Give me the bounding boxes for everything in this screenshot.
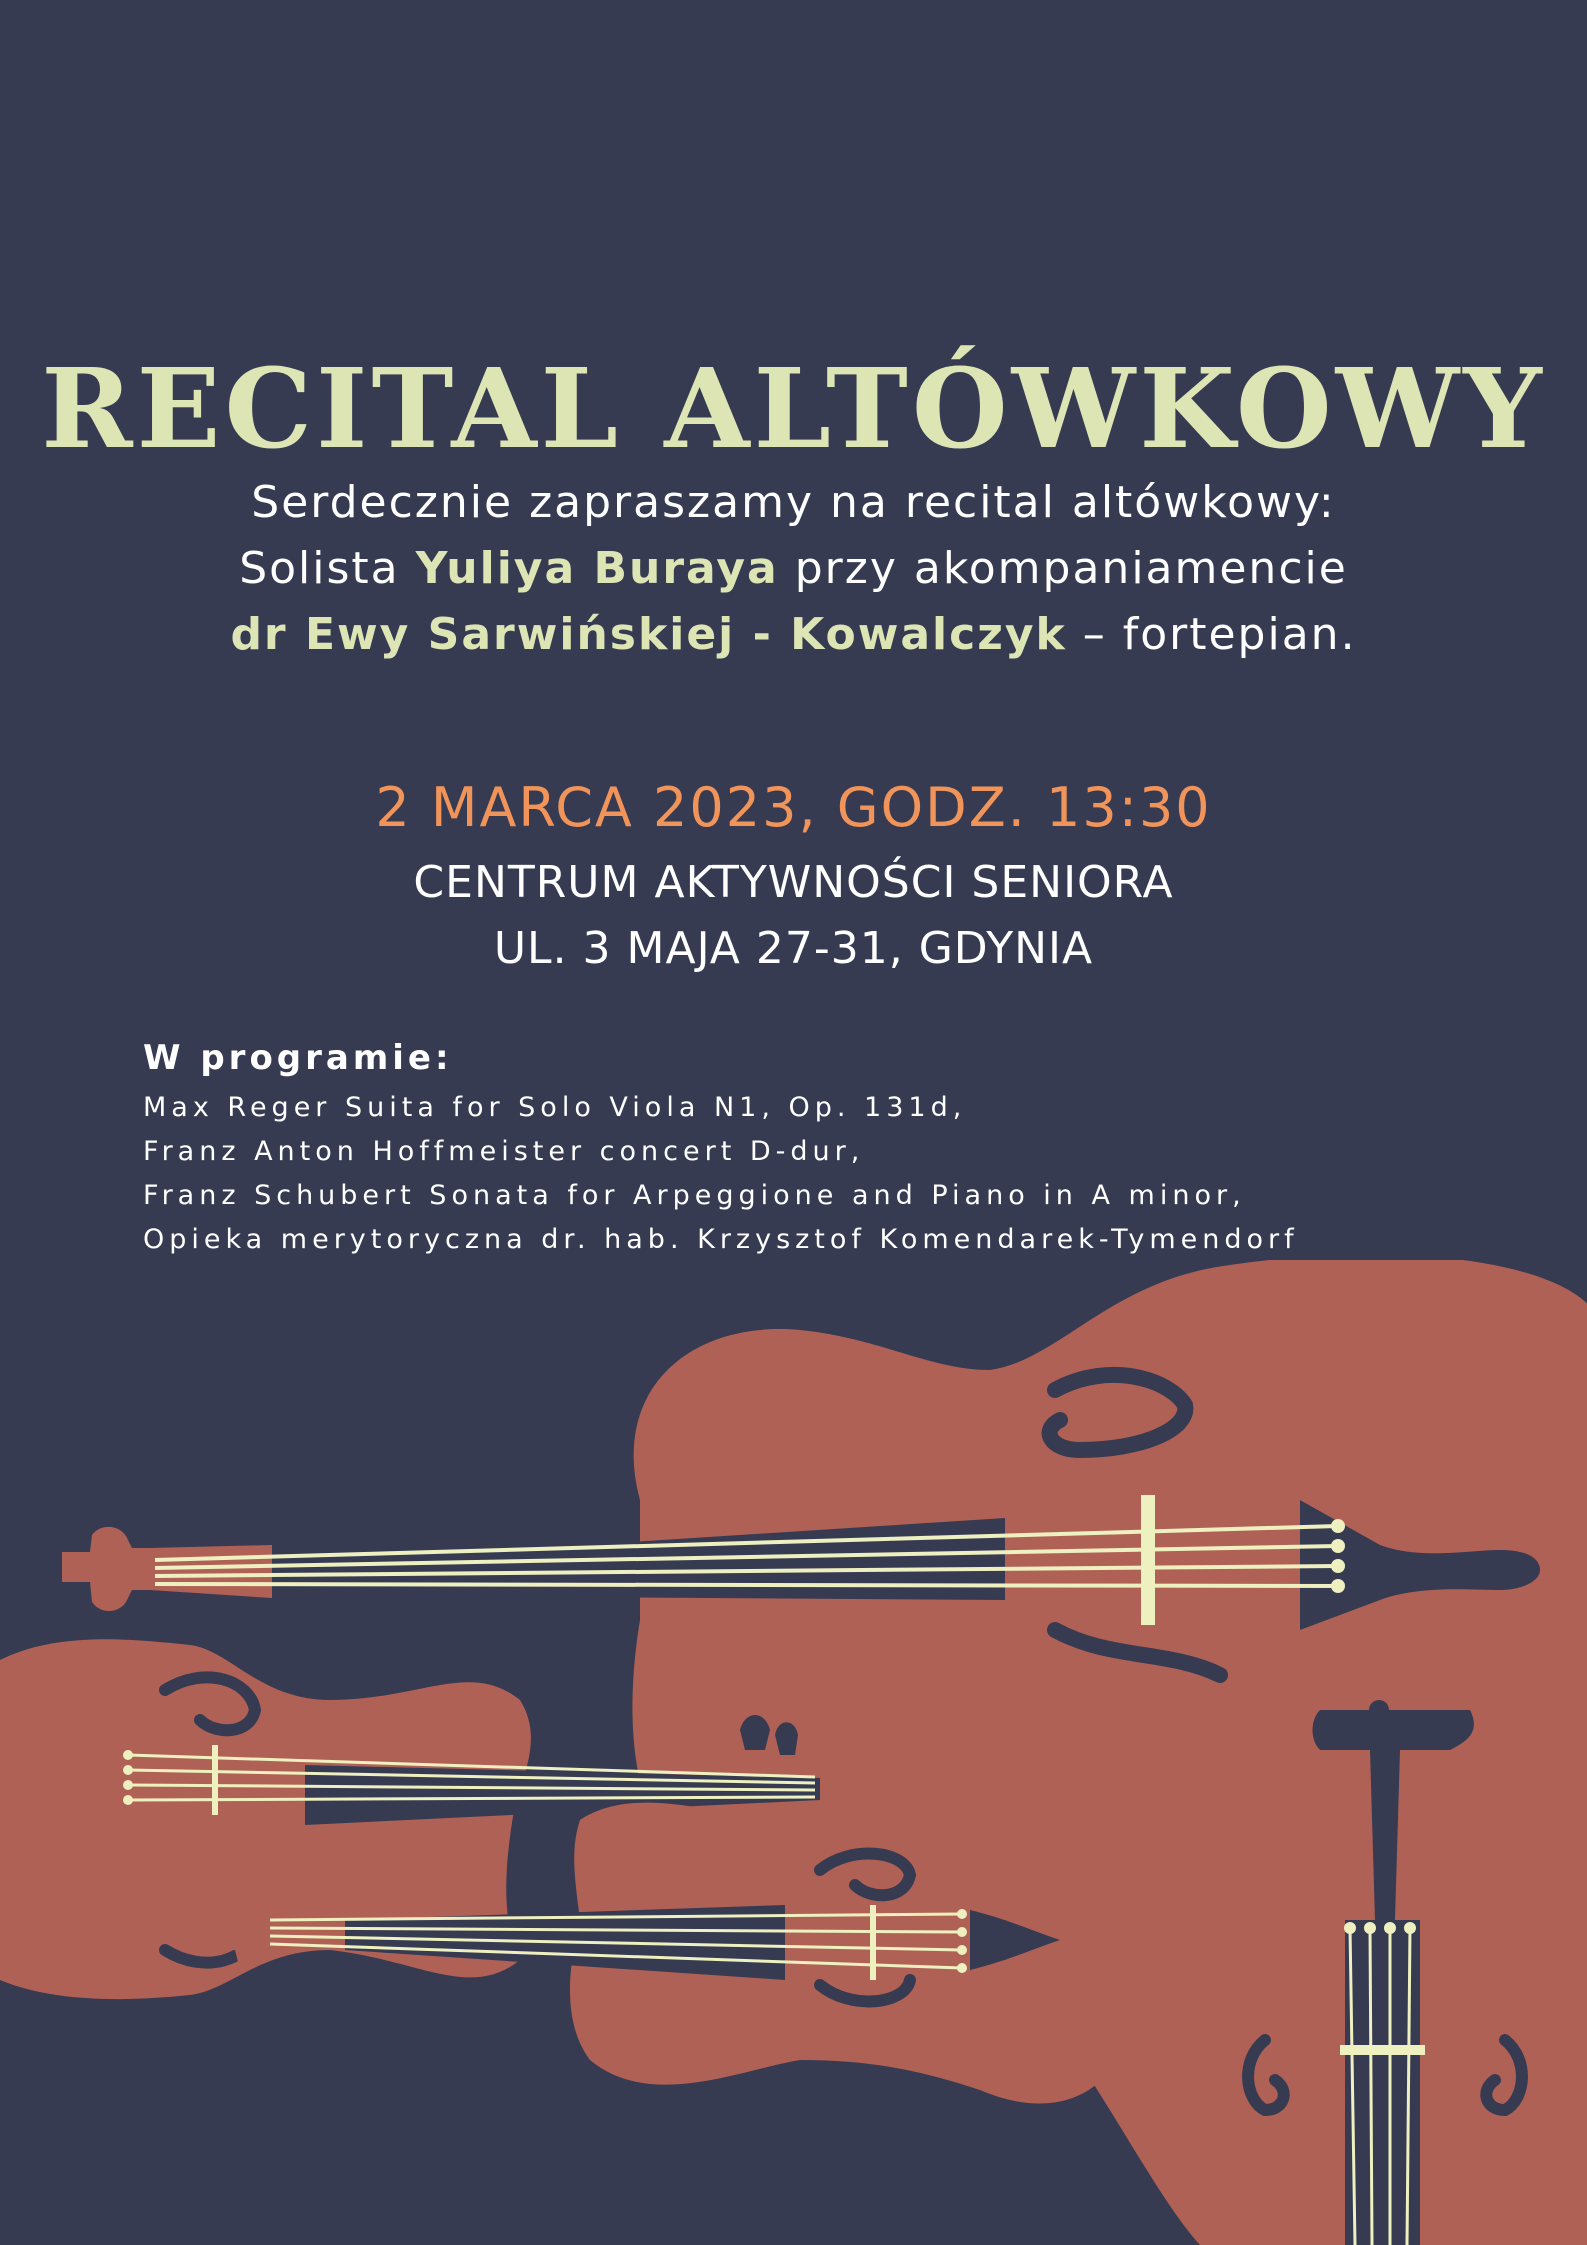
program-heading: W programie:	[143, 1038, 453, 1078]
venue-name: CENTRUM AKTYWNOŚCI SENIORA	[413, 857, 1174, 908]
soloist-name: Yuliya Buraya	[415, 543, 779, 594]
invitation-line-2	[0, 536, 1587, 602]
program-item: Opieka merytoryczna dr. hab. Krzysztof Komendarek-Tymendorf	[143, 1224, 1299, 1255]
event-location	[0, 850, 1587, 982]
program-item: Franz Anton Hoffmeister concert D-dur,	[143, 1136, 865, 1167]
event-date: 2 MARCA 2023, GODZ. 13:30	[375, 776, 1212, 839]
accompanist-separator: -	[735, 609, 791, 660]
invitation-text	[0, 470, 1587, 668]
invitation-line-3	[0, 602, 1587, 668]
accompanist-name: dr Ewy Sarwińskiej	[230, 609, 736, 660]
instrument-text: – fortepian.	[1066, 609, 1357, 660]
soloist-prefix: Solista	[239, 543, 416, 594]
accompaniment-text: przy akompaniamencie	[778, 543, 1348, 594]
invitation-line-1: Serdecznie zapraszamy na recital altówkowy:	[251, 477, 1336, 528]
program-item: Max Reger Suita for Solo Viola N1, Op. 131d,	[143, 1092, 967, 1123]
program-item: Franz Schubert Sonata for Arpeggione and Piano in A minor,	[143, 1180, 1246, 1211]
program-section	[143, 1036, 1299, 1262]
venue-address: UL. 3 MAJA 27-31, GDYNIA	[493, 923, 1094, 974]
accompanist-surname: Kowalczyk	[790, 609, 1067, 660]
instruments-illustration	[0, 1260, 1587, 2245]
poster-title: RECITAL ALTÓWKOWY	[41, 343, 1546, 473]
